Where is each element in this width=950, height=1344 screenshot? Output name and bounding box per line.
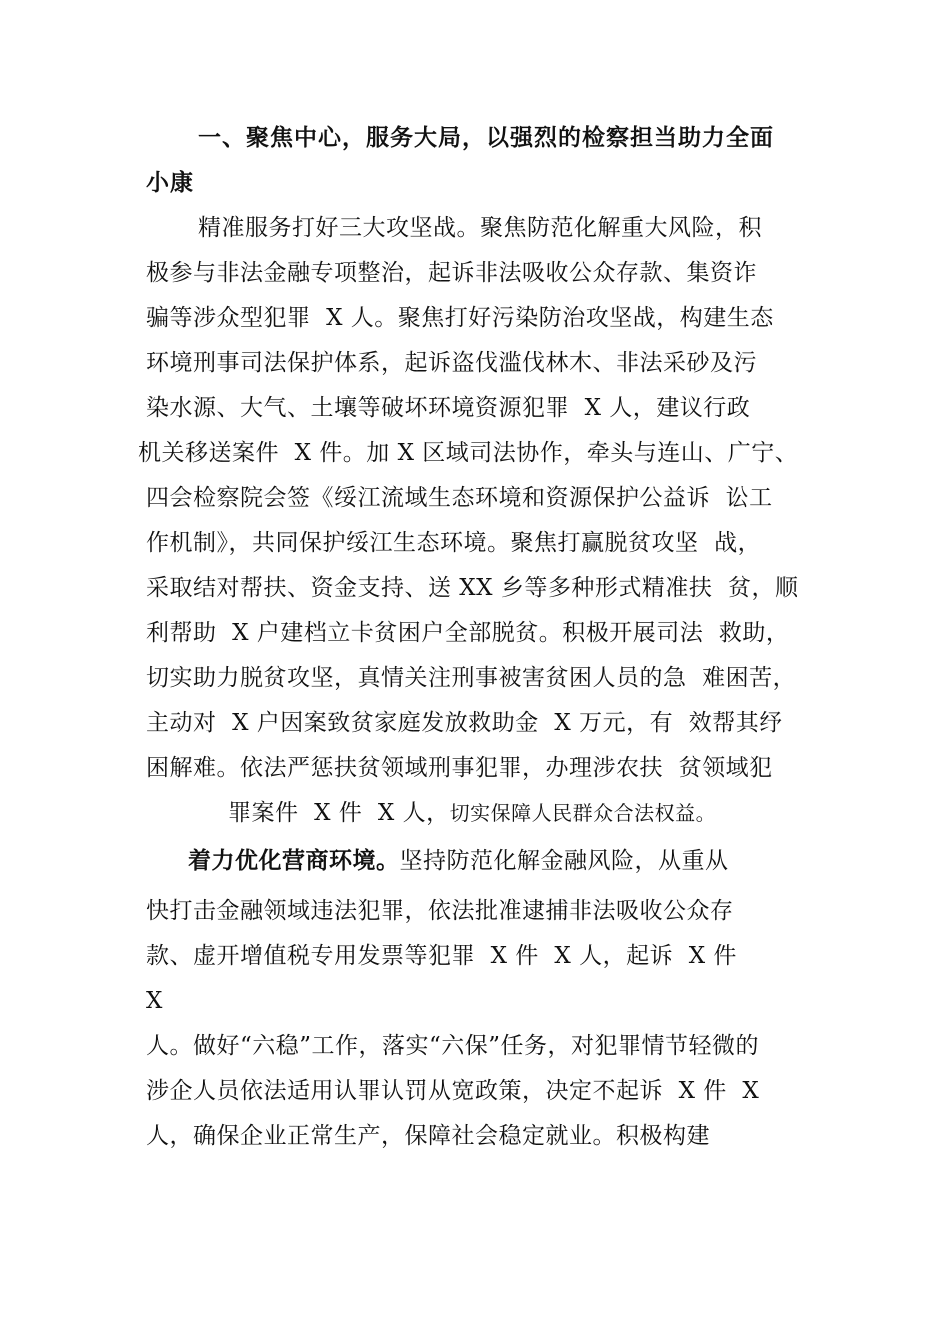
paragraph-2-line: 人。做好“六稳”工作，落实“六保”任务，对犯罪情节轻微的	[146, 1033, 760, 1059]
paragraph-1-line: 机关移送案件 X 件。加 X 区域司法协作，牵头与连山、广宁、	[138, 440, 799, 466]
section-heading-line-2: 小康	[146, 170, 194, 196]
paragraph-1-line: 染水源、大气、土壤等破坏环境资源犯罪 X 人，建议行政	[146, 395, 751, 421]
paragraph-2-line: 快打击金融领域违法犯罪，依法批准逮捕非法吸收公众存	[146, 898, 734, 924]
paragraph-1-line: 主动对 X 户因案致贫家庭发放救助金 X 万元，有 效帮其纾	[146, 710, 783, 736]
paragraph-2-line: X	[146, 988, 163, 1014]
section-heading-line-1: 一、聚焦中心，服务大局，以强烈的检察担当助力全面	[198, 125, 774, 151]
paragraph-1-line: 极参与非法金融专项整治，起诉非法吸收公众存款、集资诈	[146, 260, 757, 286]
paragraph-1-line: 精准服务打好三大攻坚战。聚焦防范化解重大风险，积	[198, 215, 762, 241]
paragraph-1-line: 采取结对帮扶、资金支持、送 XX 乡等多种形式精准扶 贫，顺	[146, 575, 799, 601]
paragraph-1-line: 骗等涉众型犯罪 X 人。聚焦打好污染防治攻坚战，构建生态	[146, 305, 774, 331]
paragraph-2-first-line	[188, 846, 729, 876]
paragraph-1-last-line	[228, 798, 716, 828]
paragraph-1-last-line-start: 罪案件 X 件 X 人，	[228, 800, 450, 826]
paragraph-1-line: 作机制》，共同保护绥江生态环境。聚焦打赢脱贫攻坚 战，	[146, 530, 762, 556]
paragraph-1-last-line-end: 切实保障人民群众合法权益。	[449, 801, 717, 825]
paragraph-1-line: 四会检察院会签《绥江流域生态环境和资源保护公益诉 讼工	[146, 485, 773, 511]
paragraph-1-line: 切实助力脱贫攻坚，真情关注刑事被害贫困人员的急 难困苦，	[146, 665, 797, 691]
paragraph-1-line: 利帮助 X 户建档立卡贫困户全部脱贫。积极开展司法 救助，	[146, 620, 790, 646]
paragraph-2-line-rest: 坚持防范化解金融风险，从重从	[399, 848, 729, 874]
paragraph-2-line: 涉企人员依法适用认罪认罚从宽政策，决定不起诉 X 件 X	[146, 1078, 760, 1104]
paragraph-1-line: 困解难。依法严惩扶贫领域刑事犯罪，办理涉农扶 贫领域犯	[146, 755, 773, 781]
paragraph-2-line: 款、虚开增值税专用发票等犯罪 X 件 X 人，起诉 X 件	[146, 943, 737, 969]
paragraph-1-line: 环境刑事司法保护体系，起诉盗伐滥伐林木、非法采砂及污	[146, 350, 757, 376]
paragraph-2-lead: 着力优化营商环境。	[188, 848, 400, 874]
paragraph-2-line: 人，确保企业正常生产，保障社会稳定就业。积极构建	[146, 1123, 710, 1149]
